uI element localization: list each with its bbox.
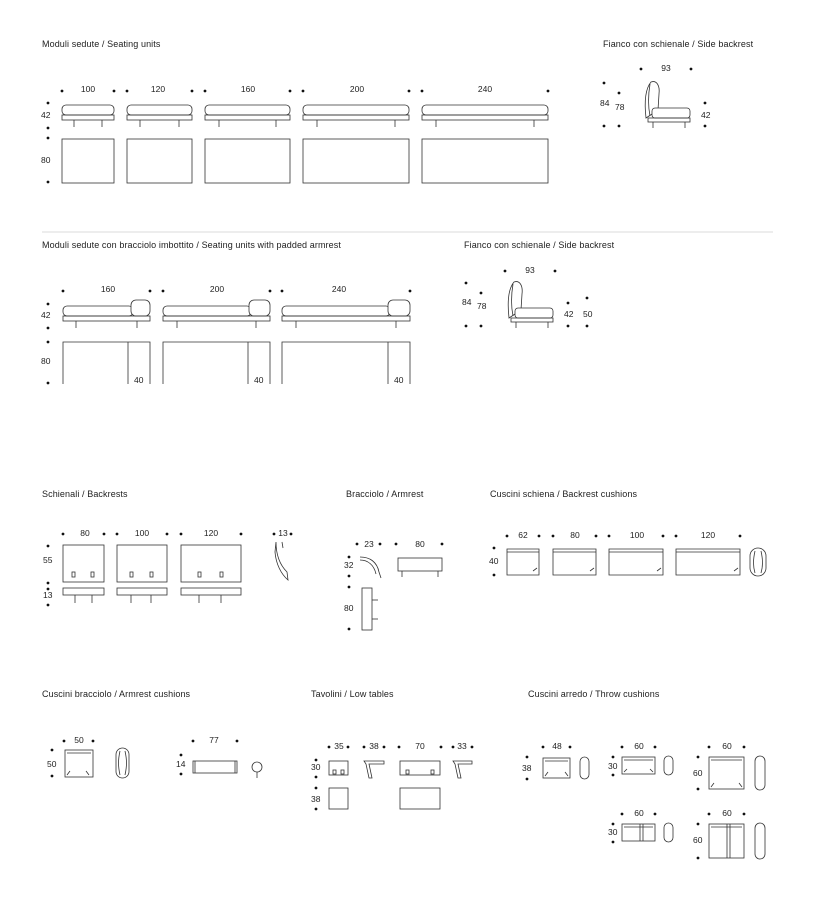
throw-cushion-60x30-b bbox=[622, 823, 673, 842]
dim-c4-height: 30 bbox=[608, 827, 618, 837]
dim-height-back: 78 bbox=[615, 102, 625, 112]
dim-height: 30 bbox=[311, 762, 321, 772]
dim-c1-height: 38 bbox=[522, 763, 532, 773]
dimension-dots bbox=[493, 535, 742, 577]
dim-c2-width: 60 bbox=[634, 741, 644, 751]
dim-height-total: 84 bbox=[462, 297, 472, 307]
dim-c3-width: 60 bbox=[722, 741, 732, 751]
throw-cushion-60x60-b bbox=[709, 823, 765, 859]
dim-c1-width: 48 bbox=[552, 741, 562, 751]
dim-width-120: 120 bbox=[203, 528, 219, 538]
dim-width-100: 100 bbox=[80, 84, 96, 94]
dim-thickness: 13 bbox=[43, 590, 53, 600]
backrest-front-100 bbox=[117, 545, 167, 582]
low-table-side-38 bbox=[364, 761, 384, 778]
dim-height: 40 bbox=[489, 556, 499, 566]
armrest-front bbox=[398, 558, 442, 577]
dim-width-33: 33 bbox=[457, 741, 467, 751]
dim-height: 42 bbox=[41, 310, 51, 320]
armrest-cushion-roll-end bbox=[252, 762, 262, 778]
dim-depth: 38 bbox=[311, 794, 321, 804]
dim-width-100: 100 bbox=[134, 528, 150, 538]
section-side-backrest-1 bbox=[600, 39, 754, 128]
low-table-front-70 bbox=[400, 761, 440, 775]
dim-arm-width: 40 bbox=[394, 375, 404, 385]
dim-depth: 80 bbox=[41, 356, 51, 366]
seat-plan-120 bbox=[127, 139, 192, 183]
dimension-dots bbox=[315, 746, 474, 811]
backrest-side-profile bbox=[275, 542, 288, 580]
section-title: Cuscini arredo / Throw cushions bbox=[528, 689, 660, 699]
dim-height-back: 78 bbox=[477, 301, 487, 311]
backrest-cushion-100 bbox=[609, 549, 663, 575]
section-backrest-cushions bbox=[489, 489, 766, 576]
seat-front-100 bbox=[62, 105, 114, 127]
dim-depth: 80 bbox=[41, 155, 51, 165]
low-table-plan-35 bbox=[329, 788, 348, 809]
section-title: Moduli sedute con bracciolo imbottito / Seating units with padded armrest bbox=[42, 240, 341, 250]
armrest-plan bbox=[362, 588, 378, 630]
dim-width-70: 70 bbox=[415, 741, 425, 751]
section-title: Fianco con schienale / Side backrest bbox=[464, 240, 615, 250]
seat-plan-240 bbox=[422, 139, 548, 183]
throw-cushion-60x60-a bbox=[709, 756, 765, 790]
dim-length: 80 bbox=[415, 539, 425, 549]
dimension-dots bbox=[526, 746, 746, 860]
seat-plan-160 bbox=[205, 139, 290, 183]
backrest-cushion-62 bbox=[507, 549, 539, 575]
armrest-seat-front-200 bbox=[163, 300, 270, 328]
dim-side: 13 bbox=[278, 528, 288, 538]
armrest-seat-plan-240 bbox=[282, 342, 410, 384]
dim-square-width: 50 bbox=[74, 735, 84, 745]
dim-roll-height: 14 bbox=[176, 759, 186, 769]
dimension-dots bbox=[51, 740, 239, 778]
dim-arm-height: 50 bbox=[583, 309, 593, 319]
section-title: Cuscini schiena / Backrest cushions bbox=[490, 489, 638, 499]
dim-roll-length: 77 bbox=[209, 735, 219, 745]
dim-square-height: 50 bbox=[47, 759, 57, 769]
section-title: Tavolini / Low tables bbox=[311, 689, 394, 699]
backrest-front-80 bbox=[63, 545, 104, 582]
armrest-cushion-roll bbox=[193, 761, 237, 773]
backrest-cushion-80 bbox=[553, 549, 596, 575]
section-title: Moduli sedute / Seating units bbox=[42, 39, 161, 49]
section-padded-armrest-units bbox=[41, 240, 411, 385]
throw-cushion-60x30-a bbox=[622, 756, 673, 775]
dim-width-240: 240 bbox=[477, 84, 493, 94]
section-armrest-cushions bbox=[42, 689, 262, 778]
section-title: Bracciolo / Armrest bbox=[346, 489, 424, 499]
seat-plan-100 bbox=[62, 139, 114, 183]
backrest-cushion-side bbox=[750, 548, 766, 576]
dim-width-80: 80 bbox=[570, 530, 580, 540]
dim-c5-height: 60 bbox=[693, 835, 703, 845]
section-low-tables bbox=[311, 689, 473, 810]
dim-width-160: 160 bbox=[100, 284, 116, 294]
dim-width-160: 160 bbox=[240, 84, 256, 94]
dim-arm-width: 40 bbox=[254, 375, 264, 385]
armrest-cushion-square-side bbox=[116, 748, 129, 778]
armrest-side-profile bbox=[360, 557, 381, 578]
armrest-seat-front-240 bbox=[282, 300, 410, 328]
dim-c5-width: 60 bbox=[722, 808, 732, 818]
dim-depth: 93 bbox=[525, 265, 535, 275]
side-profile-sofa bbox=[645, 82, 690, 128]
dim-width-80: 80 bbox=[80, 528, 90, 538]
dim-seat-height: 42 bbox=[701, 110, 711, 120]
dim-width-100: 100 bbox=[629, 530, 645, 540]
dim-height-total: 84 bbox=[600, 98, 610, 108]
dim-width-240: 240 bbox=[331, 284, 347, 294]
dim-height: 55 bbox=[43, 555, 53, 565]
dim-seat-height: 42 bbox=[564, 309, 574, 319]
dim-width-120: 120 bbox=[150, 84, 166, 94]
dim-width-62: 62 bbox=[518, 530, 528, 540]
dim-side: 23 bbox=[364, 539, 374, 549]
armrest-cushion-square bbox=[65, 750, 93, 777]
dim-width-120: 120 bbox=[700, 530, 716, 540]
dim-width-38: 38 bbox=[369, 741, 379, 751]
section-title: Cuscini bracciolo / Armrest cushions bbox=[42, 689, 191, 699]
low-table-front-35 bbox=[329, 761, 348, 775]
section-side-backrest-2 bbox=[462, 240, 615, 328]
seat-front-160 bbox=[205, 105, 290, 127]
seat-front-240 bbox=[422, 105, 548, 127]
section-throw-cushions bbox=[522, 689, 765, 859]
throw-cushion-48x38 bbox=[543, 757, 589, 779]
dim-width-200: 200 bbox=[209, 284, 225, 294]
low-table-side-33 bbox=[453, 761, 472, 778]
side-profile-sofa-armrest bbox=[508, 282, 553, 328]
dim-width-200: 200 bbox=[349, 84, 365, 94]
dim-height: 32 bbox=[344, 560, 354, 570]
backrest-cushion-120 bbox=[676, 549, 740, 575]
section-backrests bbox=[42, 489, 292, 606]
armrest-seat-front-160 bbox=[63, 300, 150, 328]
dimension-dots bbox=[47, 90, 550, 184]
seat-front-120 bbox=[127, 105, 192, 127]
section-seating-units bbox=[41, 39, 549, 183]
section-title: Schienali / Backrests bbox=[42, 489, 128, 499]
dim-height: 42 bbox=[41, 110, 51, 120]
dim-c4-width: 60 bbox=[634, 808, 644, 818]
seat-plan-200 bbox=[303, 139, 409, 183]
dim-arm-width: 40 bbox=[134, 375, 144, 385]
low-table-plan-70 bbox=[400, 788, 440, 809]
dimension-dots bbox=[47, 290, 412, 385]
dim-depth: 80 bbox=[344, 603, 354, 613]
section-title: Fianco con schienale / Side backrest bbox=[603, 39, 754, 49]
dim-width-35: 35 bbox=[334, 741, 344, 751]
section-armrest bbox=[344, 489, 443, 630]
backrest-plan-views bbox=[63, 588, 241, 603]
dim-c3-height: 60 bbox=[693, 768, 703, 778]
seat-front-200 bbox=[303, 105, 409, 127]
dim-depth: 93 bbox=[661, 63, 671, 73]
backrest-front-120 bbox=[181, 545, 241, 582]
dim-c2-height: 30 bbox=[608, 761, 618, 771]
